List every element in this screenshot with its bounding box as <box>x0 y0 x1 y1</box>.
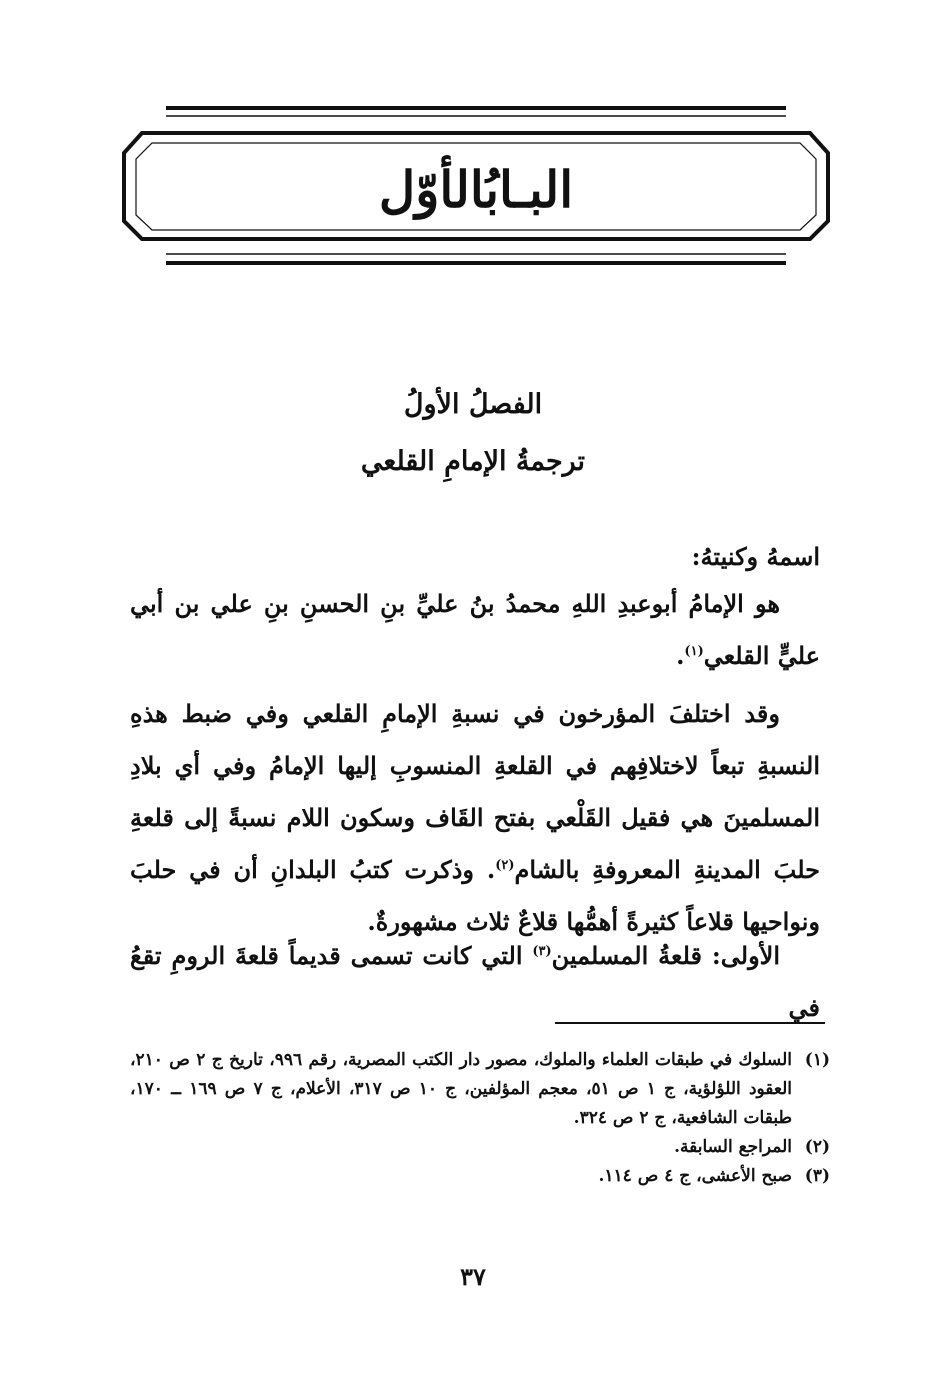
footnote-number: (٢) <box>804 1137 830 1157</box>
chapter-title: البـابُالأوّل <box>378 160 574 219</box>
footnote-3 <box>130 1162 830 1191</box>
footnote-1 <box>130 1046 830 1133</box>
page-number: ٣٧ <box>460 1262 486 1291</box>
footnote-separator <box>555 1022 825 1024</box>
footnote-2 <box>130 1133 830 1162</box>
paragraph-text: هو الإمامُ أبوعبدِ اللهِ محمدُ بنُ عليِّ بنِ الحسنِ بنِ علي بن أبي عليٍّ القلعي <box>130 589 820 670</box>
footnote-ref: (٢) <box>495 858 515 873</box>
section-heading: الفصلُ الأولُ <box>403 389 543 420</box>
paragraph-3 <box>130 930 820 1034</box>
paragraph-tail: التي كانت تسمى قديماً قلعةَ الرومِ تقعُ في <box>130 941 820 1022</box>
footnote-text: صبح الأعشى، ج ٤ ص ١١٤. <box>598 1166 792 1186</box>
footnote-text: المراجع السابقة. <box>674 1137 792 1157</box>
footnote-text: السلوك في طبقات العلماء والملوك، مصور دار الكتب المصرية، رقم ٩٩٦، تاريخ ج ٢ ص ٢١٠، العقود اللؤلؤية، ج ١ ص ٥١، معجم المؤلفين، ج ١٠ ص ٣١٧، الأعلام، ج ٧ ص ١٦٩ ــ ١٧٠، طبقات الشافعية، ج ٢ ص ٣٢٤. <box>130 1050 793 1128</box>
footnotes <box>130 1046 830 1191</box>
section-subheading: ترجمةُ الإمامِ القلعي <box>360 446 586 477</box>
footnote-ref: (٣) <box>532 944 552 959</box>
paragraph-tail: . وذكرت كتبُ البلدانِ أن في حلبَ ونواحيها قلاعاً كثيرةً أهمُّها قلاعٌ ثلاث مشهورةٌ. <box>130 855 820 936</box>
paragraph-1 <box>130 578 820 682</box>
footnote-number: (١) <box>804 1050 830 1070</box>
paragraph-text: قلعةُ المسلمين <box>551 941 712 970</box>
paragraph-end: . <box>676 641 685 670</box>
paragraph-2 <box>130 688 820 948</box>
footnote-ref: (١) <box>684 644 704 659</box>
name-heading: اسمهُ وكنيتهُ: <box>691 542 820 571</box>
paragraph-lead: الأولى: <box>711 941 781 970</box>
paragraph-text: وقد اختلفَ المؤرخون في نسبةِ الإمامِ القلعي وفي ضبط هذهِ النسبةِ تبعاً لاختلافِهم في القلعةِ المنسوبِ إليها الإمامُ وفي أي بلادِ المسلمينَ هي فقيل القَلْعي بفتح القَاف وسكون اللام نسبةً إلى قلعةِ حلبَ المدينةِ المعروفةِ بالشام <box>130 699 821 884</box>
footnote-number: (٣) <box>804 1166 830 1186</box>
